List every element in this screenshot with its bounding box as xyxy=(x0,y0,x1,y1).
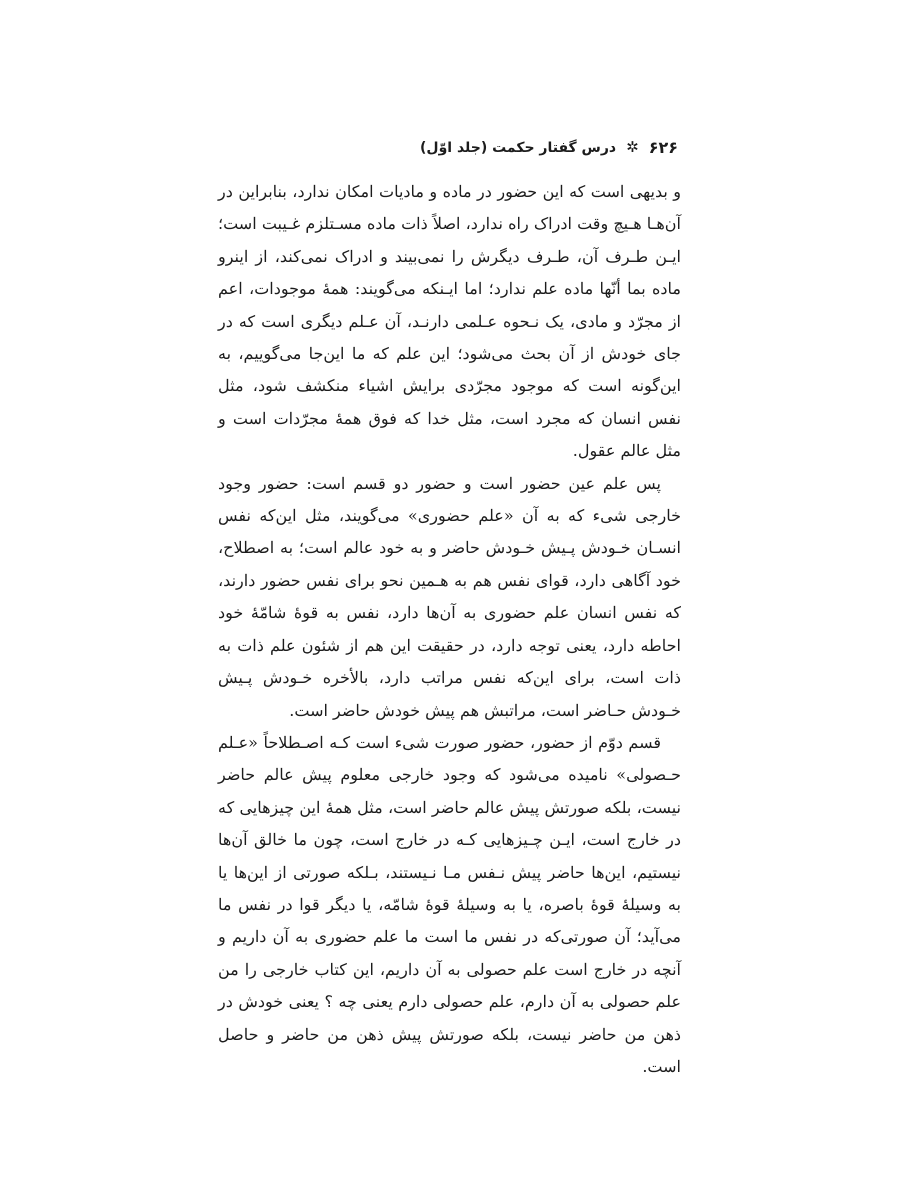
text-line: وقت ادراک راه ندارد، اصلاً ذات ماده مسـتلزم غـیبت است؛ ایـن طـرف آن، طـرف xyxy=(218,214,681,266)
text-line: قسم دوّم از حضور، حضور صورت شیء است کـه اصـطلاحاً «عـلم حـصولی» xyxy=(218,732,681,785)
text-line: و بدیهی است که این حضور در ماده و مادیات امکان ندارد، بنابراین در آن‌هـا هـیچ xyxy=(218,182,681,234)
page-header xyxy=(420,138,678,157)
text-line: دیگرش را نمی‌بیند و ادراک نمی‌کند، از اینرو ماده بما أنّها ماده علم ندارد؛ اما ایـنکه xyxy=(218,246,682,299)
text-line: پس علم عین حضور است و حضور دو قسم است: حضور وجود خارجی شیء xyxy=(218,473,681,526)
text-line: خارج است، چون ما خالق آن‌ها نیستیم، این‌ها حاضر پیش نـفس مـا نـیستند، بـلکه xyxy=(218,830,681,882)
text-line: است علم حصولی به آن داریم، این کتاب خارجی را من علم حصولی به آن دارم، علم xyxy=(218,959,682,1012)
paragraph-2 xyxy=(218,468,681,727)
star-flower-ornament-icon: ✲ xyxy=(626,138,639,156)
text-line: نحو برای نفس حضور دارند، که نفس انسان علم حضوری به آن‌ها دارد، نفس به قوهٔ xyxy=(218,570,682,623)
text-line: صورتی از این‌ها یا به وسیلهٔ قوهٔ باصره، یا به وسیلهٔ قوهٔ شامّه، یا دیگر قوا در نفس ما xyxy=(218,862,681,914)
paragraph-1 xyxy=(218,176,681,468)
text-line: عالم حاضر است، مثل همهٔ این چیزهایی که در خارج است، ایـن چـیزهایی کـه در xyxy=(218,797,681,850)
body-text xyxy=(218,176,681,1083)
text-line: می‌آید؛ آن صورتی‌که در نفس ما است ما علم حضوری به آن داریم و آنچه در خارج xyxy=(218,927,681,979)
text-line: مراتبش هم پیش خودش حاضر است. xyxy=(289,700,536,720)
text-line: ذهن من حاضر و حاصل است. xyxy=(218,1024,681,1076)
text-line: است، برای این‌که نفس مراتب دارد، بالأخره خـودش پـیش خـودش حـاضر است، xyxy=(218,668,681,720)
text-line: به این‌گونه است که موجود مجرّدی برایش اشیاء منکشف شود، مثل نفس انسان که xyxy=(218,344,681,428)
text-line: دیگری است که در جای خودش از آن بحث می‌شود؛ این علم که ما این‌جا می‌گوییم، xyxy=(218,311,681,364)
text-line: شامّهٔ خود احاطه دارد، یعنی توجه دارد، در حقیقت این هم از شئون علم ذات به ذات xyxy=(218,603,681,688)
text-line: که به آن «علم حضوری» می‌گویند، مثل این‌که نفس انسـان خـودش پـیش خـودش xyxy=(218,506,682,558)
text-line: می‌گویند: همهٔ موجودات، اعم از مجرّد و مادی، یک نـحوه عـلمی دارنـد، آن عـلم xyxy=(218,279,682,331)
text-line: حصولی دارم یعنی چه ؟ یعنی خودش در ذهن من حاضر نیست، بلکه صورتش پیش xyxy=(218,992,681,1044)
text-line: حاضر و به خود عالم است؛ به اصطلاح، خود آگاهی دارد، قوای نفس هم به هـمین xyxy=(218,538,682,590)
text-line: مجرد است، مثل خدا که فوق همهٔ مجرّدات است و مثل عالم عقول. xyxy=(218,408,681,461)
paragraph-3 xyxy=(218,727,681,1083)
text-line: نامیده می‌شود که وجود خارجی معلوم پیش عالم حاضر نیست، بلکه صورتش پیش xyxy=(218,765,681,817)
page-number: ۶۲۶ xyxy=(648,138,678,157)
running-title: درس گفتار حکمت (جلد اوّل) xyxy=(420,139,617,156)
